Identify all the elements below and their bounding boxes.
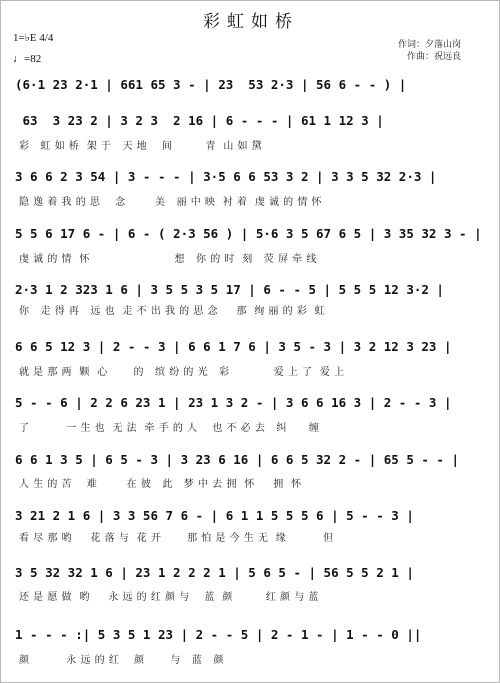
key-signature: 1=♭E 4/4 bbox=[13, 32, 54, 44]
lyric-line-9: 看 尽 那 哟 花 落 与 花 开 那 怕 是 今 生 无 缘 但 bbox=[19, 533, 334, 544]
lyric-line-5: 你 走 得 再 远 也 走 不 出 我 的 思 念 那 绚 丽 的 彩 虹 bbox=[19, 306, 326, 317]
song-title: 彩虹如桥 bbox=[203, 12, 299, 32]
notation-line-7: 5 - - 6 | 2 2 6 23 1 | 23 1 3 2 - | 3 6 6 16 3 | 2 - - 3 | bbox=[15, 395, 452, 410]
notation-line-8: 6 6 1 3 5 | 6 5 - 3 | 3 23 6 16 | 6 6 5 32 2 - | 65 5 - - | bbox=[15, 452, 460, 467]
lyric-line-7: 了 一 生 也 无 法 牵 手 的 人 也 不 必 去 纠 缠 bbox=[19, 423, 320, 434]
lyric-line-6: 就 是 那 两 颗 心 的 缤 纷 的 光 彩 爱 上 了 爱 上 bbox=[19, 367, 345, 378]
lyric-line-3: 隐 逸 着 我 的 思 念 美 丽 中 映 衬 着 虔 诚 的 情 怀 bbox=[19, 197, 323, 208]
lyric-line-4: 虔 诚 的 情 怀 想 你 的 时 刻 荧 屏 牵 线 bbox=[19, 254, 317, 265]
tempo-marking: ♩=82 bbox=[13, 53, 42, 65]
notation-line-4: 5 5 6 17 6 - | 6 - ( 2·3 56 ) | 5·6 3 5 67 6 5 | 3 35 32 3 - | bbox=[15, 226, 482, 241]
notation-line-2: 63 3 23 2 | 3 2 3 2 16 | 6 - - - | 61 1 12 3 | bbox=[15, 113, 384, 128]
composer-credit: 作曲：祝远良 bbox=[406, 52, 461, 62]
lyric-line-2: 彩 虹 如 桥 架 于 天 地 间 青 山 如 黛 bbox=[19, 141, 263, 152]
notation-line-1: (6·1 23 2·1 | 661 65 3 - | 23 53 2·3 | 56 6 - - ) | bbox=[15, 77, 407, 92]
notation-line-6: 6 6 5 12 3 | 2 - - 3 | 6 6 1 7 6 | 3 5 - 3 | 3 2 12 3 23 | bbox=[15, 339, 452, 354]
lyricist-credit: 作词：夕落山岗 bbox=[397, 40, 461, 50]
notation-line-3: 3 6 6 2 3 54 | 3 - - - | 3·5 6 6 53 3 2 | 3 3 5 32 2·3 | bbox=[15, 169, 437, 184]
notation-line-5: 2·3 1 2 323 1 6 | 3 5 5 3 5 17 | 6 - - 5 | 5 5 5 12 3·2 | bbox=[15, 282, 444, 297]
lyric-line-1 bbox=[19, 94, 487, 108]
notation-line-9: 3 21 2 1 6 | 3 3 56 7 6 - | 6 1 1 5 5 5 6 | 5 - - 3 | bbox=[15, 508, 414, 523]
lyric-line-11: 颜 永 远 的 红 颜 与 蓝 颜 bbox=[19, 655, 224, 666]
lyric-line-10: 还 是 愿 做 哟 永 远 的 红 颜 与 蓝 颜 红 颜 与 蓝 bbox=[19, 592, 319, 603]
notation-line-10: 3 5 32 32 1 6 | 23 1 2 2 2 1 | 5 6 5 - | 56 5 5 2 1 | bbox=[15, 565, 414, 580]
notation-line-11: 1 - - - :| 5 3 5 1 23 | 2 - - 5 | 2 - 1 - | 1 - - 0 || bbox=[15, 627, 422, 642]
lyric-line-8: 人 生 的 苦 难 在 彼 此 梦 中 去 拥 怀 拥 怀 bbox=[19, 479, 302, 490]
